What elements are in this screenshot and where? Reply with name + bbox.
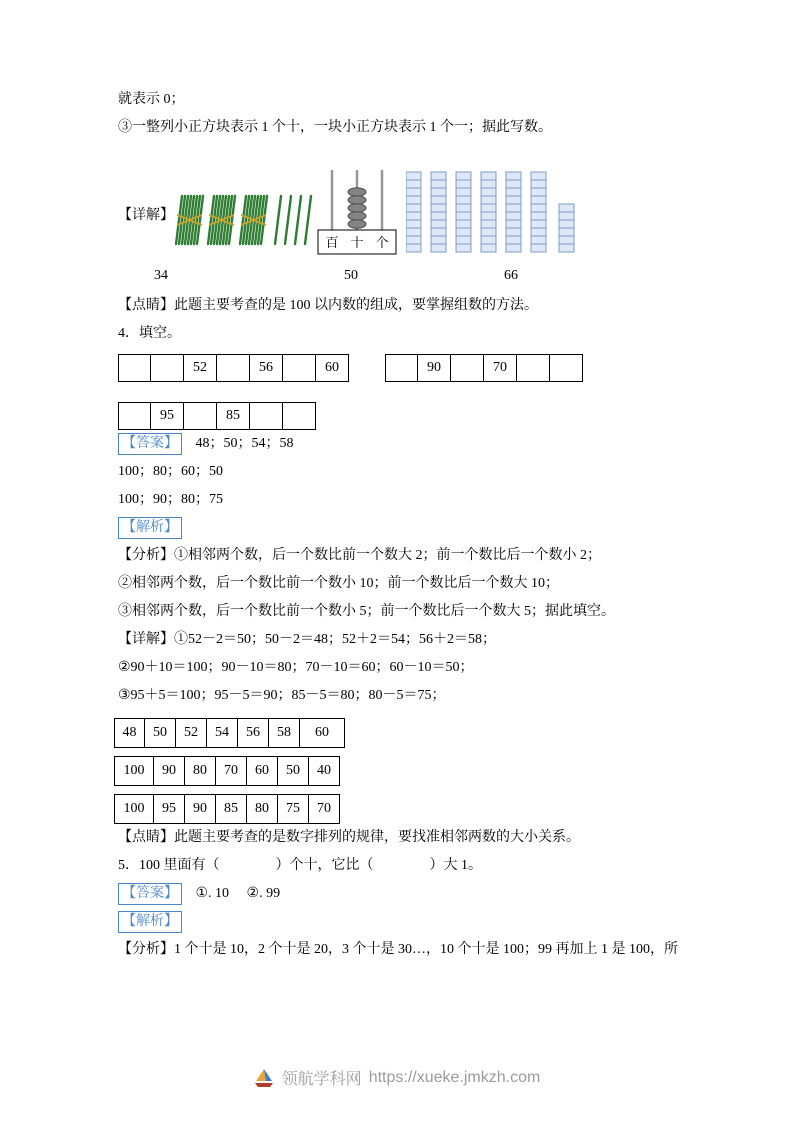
site-logo-icon bbox=[253, 1067, 275, 1089]
table-cell bbox=[118, 402, 151, 430]
table-cell bbox=[385, 354, 418, 382]
q4-analysis-1: 【分析】①相邻两个数，后一个数比前一个数大 2；前一个数比后一个数小 2； bbox=[118, 548, 601, 563]
table-cell: 56 bbox=[238, 718, 269, 748]
table-cell bbox=[184, 402, 217, 430]
table-cell: 50 bbox=[278, 756, 309, 786]
answer-tag: 【答案】 bbox=[118, 433, 182, 455]
q4-detail-1: 【详解】①52－2＝50；50－2＝48；52＋2＝54；56＋2＝58； bbox=[118, 632, 496, 647]
q4-answer-2: 100；80；60；50 bbox=[118, 464, 223, 479]
q4-blank-tables-row2 bbox=[118, 402, 680, 430]
solution-table-row-3 bbox=[114, 794, 680, 824]
table-cell bbox=[550, 354, 583, 382]
footer-site-name: 领航学科网 bbox=[281, 1071, 362, 1088]
q4-blank-tables-row1 bbox=[118, 354, 680, 382]
table-cell: 50 bbox=[145, 718, 176, 748]
table-cell: 70 bbox=[484, 354, 517, 382]
table-cell: 40 bbox=[309, 756, 340, 786]
cubes-value: 66 bbox=[504, 268, 518, 283]
fill-blank-table-3 bbox=[118, 402, 316, 430]
abacus-ones-label: 个 bbox=[375, 235, 389, 250]
table-cell bbox=[250, 402, 283, 430]
q5-title: 5．100 里面有（ ）个十，它比（ ）大 1。 bbox=[118, 858, 482, 873]
q3-note-text: 【点睛】此题主要考查的是 100 以内数的组成，要掌握组数的方法。 bbox=[118, 298, 538, 313]
table-cell: 80 bbox=[247, 794, 278, 824]
q4-analysis-tag-line bbox=[118, 514, 680, 542]
table-cell: 80 bbox=[185, 756, 216, 786]
table-cell bbox=[451, 354, 484, 382]
solution-table-row-2 bbox=[114, 756, 680, 786]
table-cell: 85 bbox=[217, 402, 250, 430]
analysis-tag: 【解析】 bbox=[118, 911, 182, 933]
table-cell: 100 bbox=[114, 794, 154, 824]
q4-detail-2: ②90＋10＝100；90－10＝80；70－10＝60；60－10＝50； bbox=[118, 660, 474, 675]
table-cell: 75 bbox=[278, 794, 309, 824]
table-cell: 95 bbox=[151, 402, 184, 430]
table-cell: 85 bbox=[216, 794, 247, 824]
table-cell bbox=[517, 354, 550, 382]
table-cell: 60 bbox=[300, 718, 345, 748]
table-cell: 90 bbox=[185, 794, 216, 824]
q3-detail-label: 【详解】 bbox=[118, 208, 174, 223]
table-cell: 90 bbox=[418, 354, 451, 382]
q4-answer-line bbox=[118, 430, 680, 458]
table-cell: 52 bbox=[176, 718, 207, 748]
answer-tag: 【答案】 bbox=[118, 883, 182, 905]
q4-detail-3: ③95＋5＝100；95－5＝90；85－5＝80；80－5＝75； bbox=[118, 688, 446, 703]
table-cell: 60 bbox=[247, 756, 278, 786]
q4-note-text: 【点睛】此题主要考查的是数字排列的规律，要找准相邻两数的大小关系。 bbox=[118, 830, 580, 845]
table-cell bbox=[283, 354, 316, 382]
analysis-tag: 【解析】 bbox=[118, 517, 182, 539]
q4-analysis-2: ②相邻两个数，后一个数比前一个数小 10；前一个数比后一个数大 10； bbox=[118, 576, 559, 591]
table-cell bbox=[217, 354, 250, 382]
table-cell bbox=[118, 354, 151, 382]
q3-figure bbox=[118, 168, 680, 292]
q4-title: 4．填空。 bbox=[118, 326, 181, 341]
page-content bbox=[118, 86, 680, 964]
table-cell: 52 bbox=[184, 354, 217, 382]
q4-solution-tables bbox=[114, 718, 680, 824]
table-cell: 54 bbox=[207, 718, 238, 748]
table-cell bbox=[283, 402, 316, 430]
q5-analysis-text: 【分析】1 个十是 10，2 个十是 20，3 个十是 30…，10 个十是 100；99 再加上 1 是 100，所 bbox=[118, 942, 678, 957]
abacus-value: 50 bbox=[344, 268, 358, 283]
abacus-image bbox=[316, 168, 398, 258]
q3-method-text: ③一整列小正方块表示 1 个十，一块小正方块表示 1 个一；据此写数。 bbox=[118, 120, 552, 135]
q5-answer-line bbox=[118, 880, 680, 908]
abacus-hundreds-label: 百 bbox=[325, 235, 339, 250]
cube-blocks-image bbox=[406, 168, 578, 256]
sticks-value: 34 bbox=[154, 268, 168, 283]
table-cell: 95 bbox=[154, 794, 185, 824]
table-cell: 100 bbox=[114, 756, 154, 786]
table-cell: 90 bbox=[154, 756, 185, 786]
q5-analysis-tag-line bbox=[118, 908, 680, 936]
footer-url[interactable]: https://xueke.jmkzh.com bbox=[368, 1068, 541, 1086]
stick-bundles-image bbox=[175, 194, 315, 248]
q3-carryover-text: 就表示 0； bbox=[118, 92, 185, 107]
page-footer bbox=[0, 1066, 793, 1089]
table-cell: 56 bbox=[250, 354, 283, 382]
q4-analysis-3: ③相邻两个数，后一个数比前一个数小 5；前一个数比后一个数大 5；据此填空。 bbox=[118, 604, 615, 619]
q4-answer-3: 100；90；80；75 bbox=[118, 492, 223, 507]
q5-answer-text: ①. 10 ②. 99 bbox=[195, 886, 281, 901]
abacus-tens-label: 十 bbox=[350, 235, 364, 250]
q4-answer-1: 48；50；54；58 bbox=[195, 436, 294, 451]
table-cell: 60 bbox=[316, 354, 349, 382]
table-cell: 48 bbox=[114, 718, 145, 748]
table-cell bbox=[151, 354, 184, 382]
table-cell: 70 bbox=[309, 794, 340, 824]
table-cell: 58 bbox=[269, 718, 300, 748]
table-cell: 70 bbox=[216, 756, 247, 786]
solution-table-row-1 bbox=[114, 718, 680, 748]
fill-blank-table-2 bbox=[385, 354, 583, 382]
fill-blank-table-1 bbox=[118, 354, 349, 382]
